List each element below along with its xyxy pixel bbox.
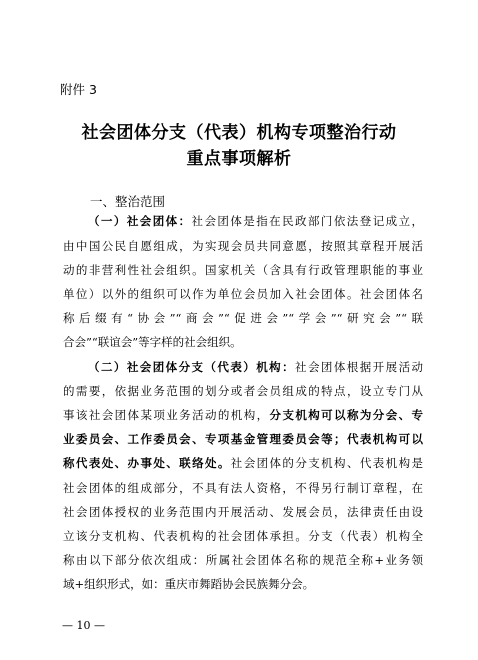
paragraph-1-line-3: 动的非营利性社会组织。国家机关（含具有行政管理职能的事业 <box>63 263 423 277</box>
paragraph-2-line-10: 域+组织形式，如：重庆市舞蹈协会民族舞分会。 <box>63 577 315 591</box>
paragraph-2-lead: （二）社会团体分支（代表）机构： <box>88 360 296 374</box>
page-number: — 10 — <box>62 619 105 632</box>
paragraph-2-text: 社会团体根据开展活动 <box>295 360 424 374</box>
paragraph-2-text: 社会团体的分支机构、代表机构是 <box>230 456 423 470</box>
paragraph-1-line-2: 由中国公民自愿组成，为实现会员共同意愿，按照其章程开展活 <box>63 239 423 253</box>
paragraph-2-line-9: 称由以下部分依次组成：所属社会团体名称的规范全称+业务领 <box>63 553 423 567</box>
paragraph-2-line-2: 的需要，依据业务范围的划分或者会员组成的特点，设立专门从 <box>63 384 423 398</box>
paragraph-1-line-5: 称后缀有“协会”“商会”“促进会”“学会”“研究会”“联 <box>63 311 423 325</box>
document-title-line-2: 重点事项解析 <box>186 149 292 169</box>
paragraph-2-line-7: 社会团体授权的业务范围内开展活动、发展会员，法律责任由设 <box>63 505 423 519</box>
document-title-line-1: 社会团体分支（代表）机构专项整治行动 <box>81 123 397 143</box>
paragraph-1-line-4: 单位）以外的组织可以作为单位会员加入社会团体。社会团体名 <box>63 287 423 301</box>
paragraph-2-line-3 <box>63 408 423 422</box>
paragraph-2-line-6: 社会团体的组成部分，不具有法人资格，不得另行制订章程，在 <box>63 481 423 495</box>
paragraph-2-text: 事该社会团体某项业务活动的机构， <box>63 408 270 422</box>
annex-label: 附件 3 <box>60 82 97 97</box>
paragraph-1-text: 社会团体是指在民政部门依法登记成立， <box>191 214 424 228</box>
paragraph-2-line-5 <box>63 456 423 470</box>
paragraph-2-emphasis: 称代表处、办事处、联络处。 <box>63 456 231 470</box>
paragraph-2-line-8: 立该分支机构、代表机构的社会团体承担。分支（代表）机构全 <box>63 529 423 543</box>
paragraph-2-emphasis: 分支机构可以称为分会、专 <box>269 408 424 422</box>
paragraph-1-lead: （一）社会团体： <box>88 214 192 228</box>
paragraph-1-line-6: 合会”“联谊会”等字样的社会组织。 <box>63 335 242 349</box>
section-heading: 一、整治范围 <box>90 194 166 209</box>
paragraph-1-line-1 <box>88 214 423 228</box>
paragraph-2-line-1 <box>88 360 423 374</box>
paragraph-2-line-4: 业委员会、工作委员会、专项基金管理委员会等；代表机构可以 <box>63 432 423 446</box>
